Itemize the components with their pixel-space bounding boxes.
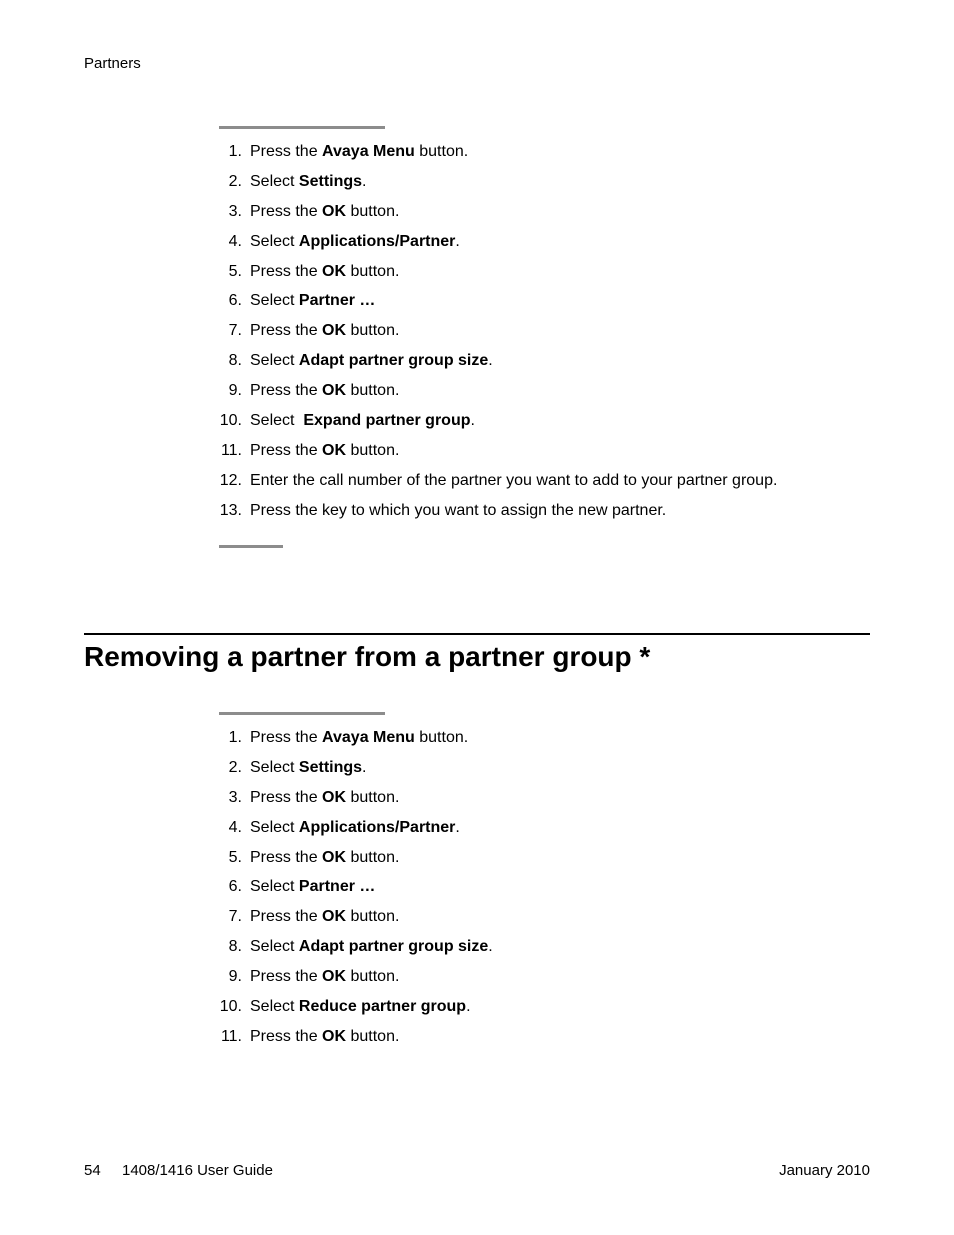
step-text: Select Adapt partner group size. [250, 938, 493, 956]
step-number: 2. [228, 758, 242, 776]
step-number: 9. [228, 382, 242, 400]
step-text: Select Partner … [250, 878, 376, 896]
section-title: Removing a partner from a partner group * [84, 641, 651, 672]
step-number: 8. [228, 938, 242, 956]
running-header: Partners [84, 55, 141, 72]
step-number: 10. [219, 998, 242, 1016]
step-text: Select Settings. [250, 172, 367, 190]
step-text: Press the OK button. [250, 848, 400, 866]
step-text: Enter the call number of the partner you want to add to your partner group. [250, 471, 778, 489]
step-text: Press the OK button. [250, 202, 400, 220]
procedure-end-rule [219, 545, 283, 548]
step-text: Press the key to which you want to assign the new partner. [250, 501, 667, 519]
step-number: 1. [228, 143, 242, 160]
step-number: 5. [228, 848, 242, 866]
step-text: Select Expand partner group. [250, 412, 475, 430]
step-number: 6. [228, 292, 242, 310]
step-text: Press the OK button. [250, 322, 400, 340]
step-number: 4. [228, 818, 242, 836]
step-text: Press the OK button. [250, 382, 400, 400]
step-number: 1. [228, 729, 242, 746]
step-number: 3. [228, 788, 242, 806]
step-number: 5. [228, 262, 242, 280]
step-text: Select Applications/Partner. [250, 818, 460, 836]
step-text: Press the OK button. [250, 968, 400, 986]
step-number: 4. [228, 232, 242, 250]
step-number: 13. [219, 501, 242, 519]
step-text: Select Adapt partner group size. [250, 352, 493, 370]
step-number: 6. [228, 878, 242, 896]
step-number: 11. [220, 441, 242, 459]
footer-page-number: 54 [84, 1162, 101, 1179]
step-text: Select Settings. [250, 758, 367, 776]
step-number: 8. [228, 352, 242, 370]
step-text: Press the OK button. [250, 788, 400, 806]
step-number: 11. [220, 1027, 242, 1045]
procedure-start-rule [219, 712, 385, 715]
step-number: 3. [228, 202, 242, 220]
step-number: 9. [228, 968, 242, 986]
step-number: 2. [228, 172, 242, 190]
step-text: Press the Avaya Menu button. [250, 143, 469, 160]
step-text: Select Partner … [250, 292, 376, 310]
step-text: Select Reduce partner group. [250, 998, 471, 1016]
procedure-start-rule [219, 126, 385, 129]
step-text: Press the OK button. [250, 262, 400, 280]
step-text: Press the OK button. [250, 908, 400, 926]
footer-doc-title: 1408/1416 User Guide [122, 1162, 273, 1179]
step-number: 10. [219, 412, 242, 430]
step-text: Select Applications/Partner. [250, 232, 460, 250]
section-divider [84, 633, 870, 635]
step-number: 12. [219, 471, 242, 489]
step-text: Press the OK button. [250, 441, 400, 459]
step-number: 7. [228, 322, 242, 340]
step-text: Press the OK button. [250, 1027, 400, 1045]
step-number: 7. [228, 908, 242, 926]
step-text: Press the Avaya Menu button. [250, 729, 469, 746]
footer-date: January 2010 [779, 1162, 870, 1179]
